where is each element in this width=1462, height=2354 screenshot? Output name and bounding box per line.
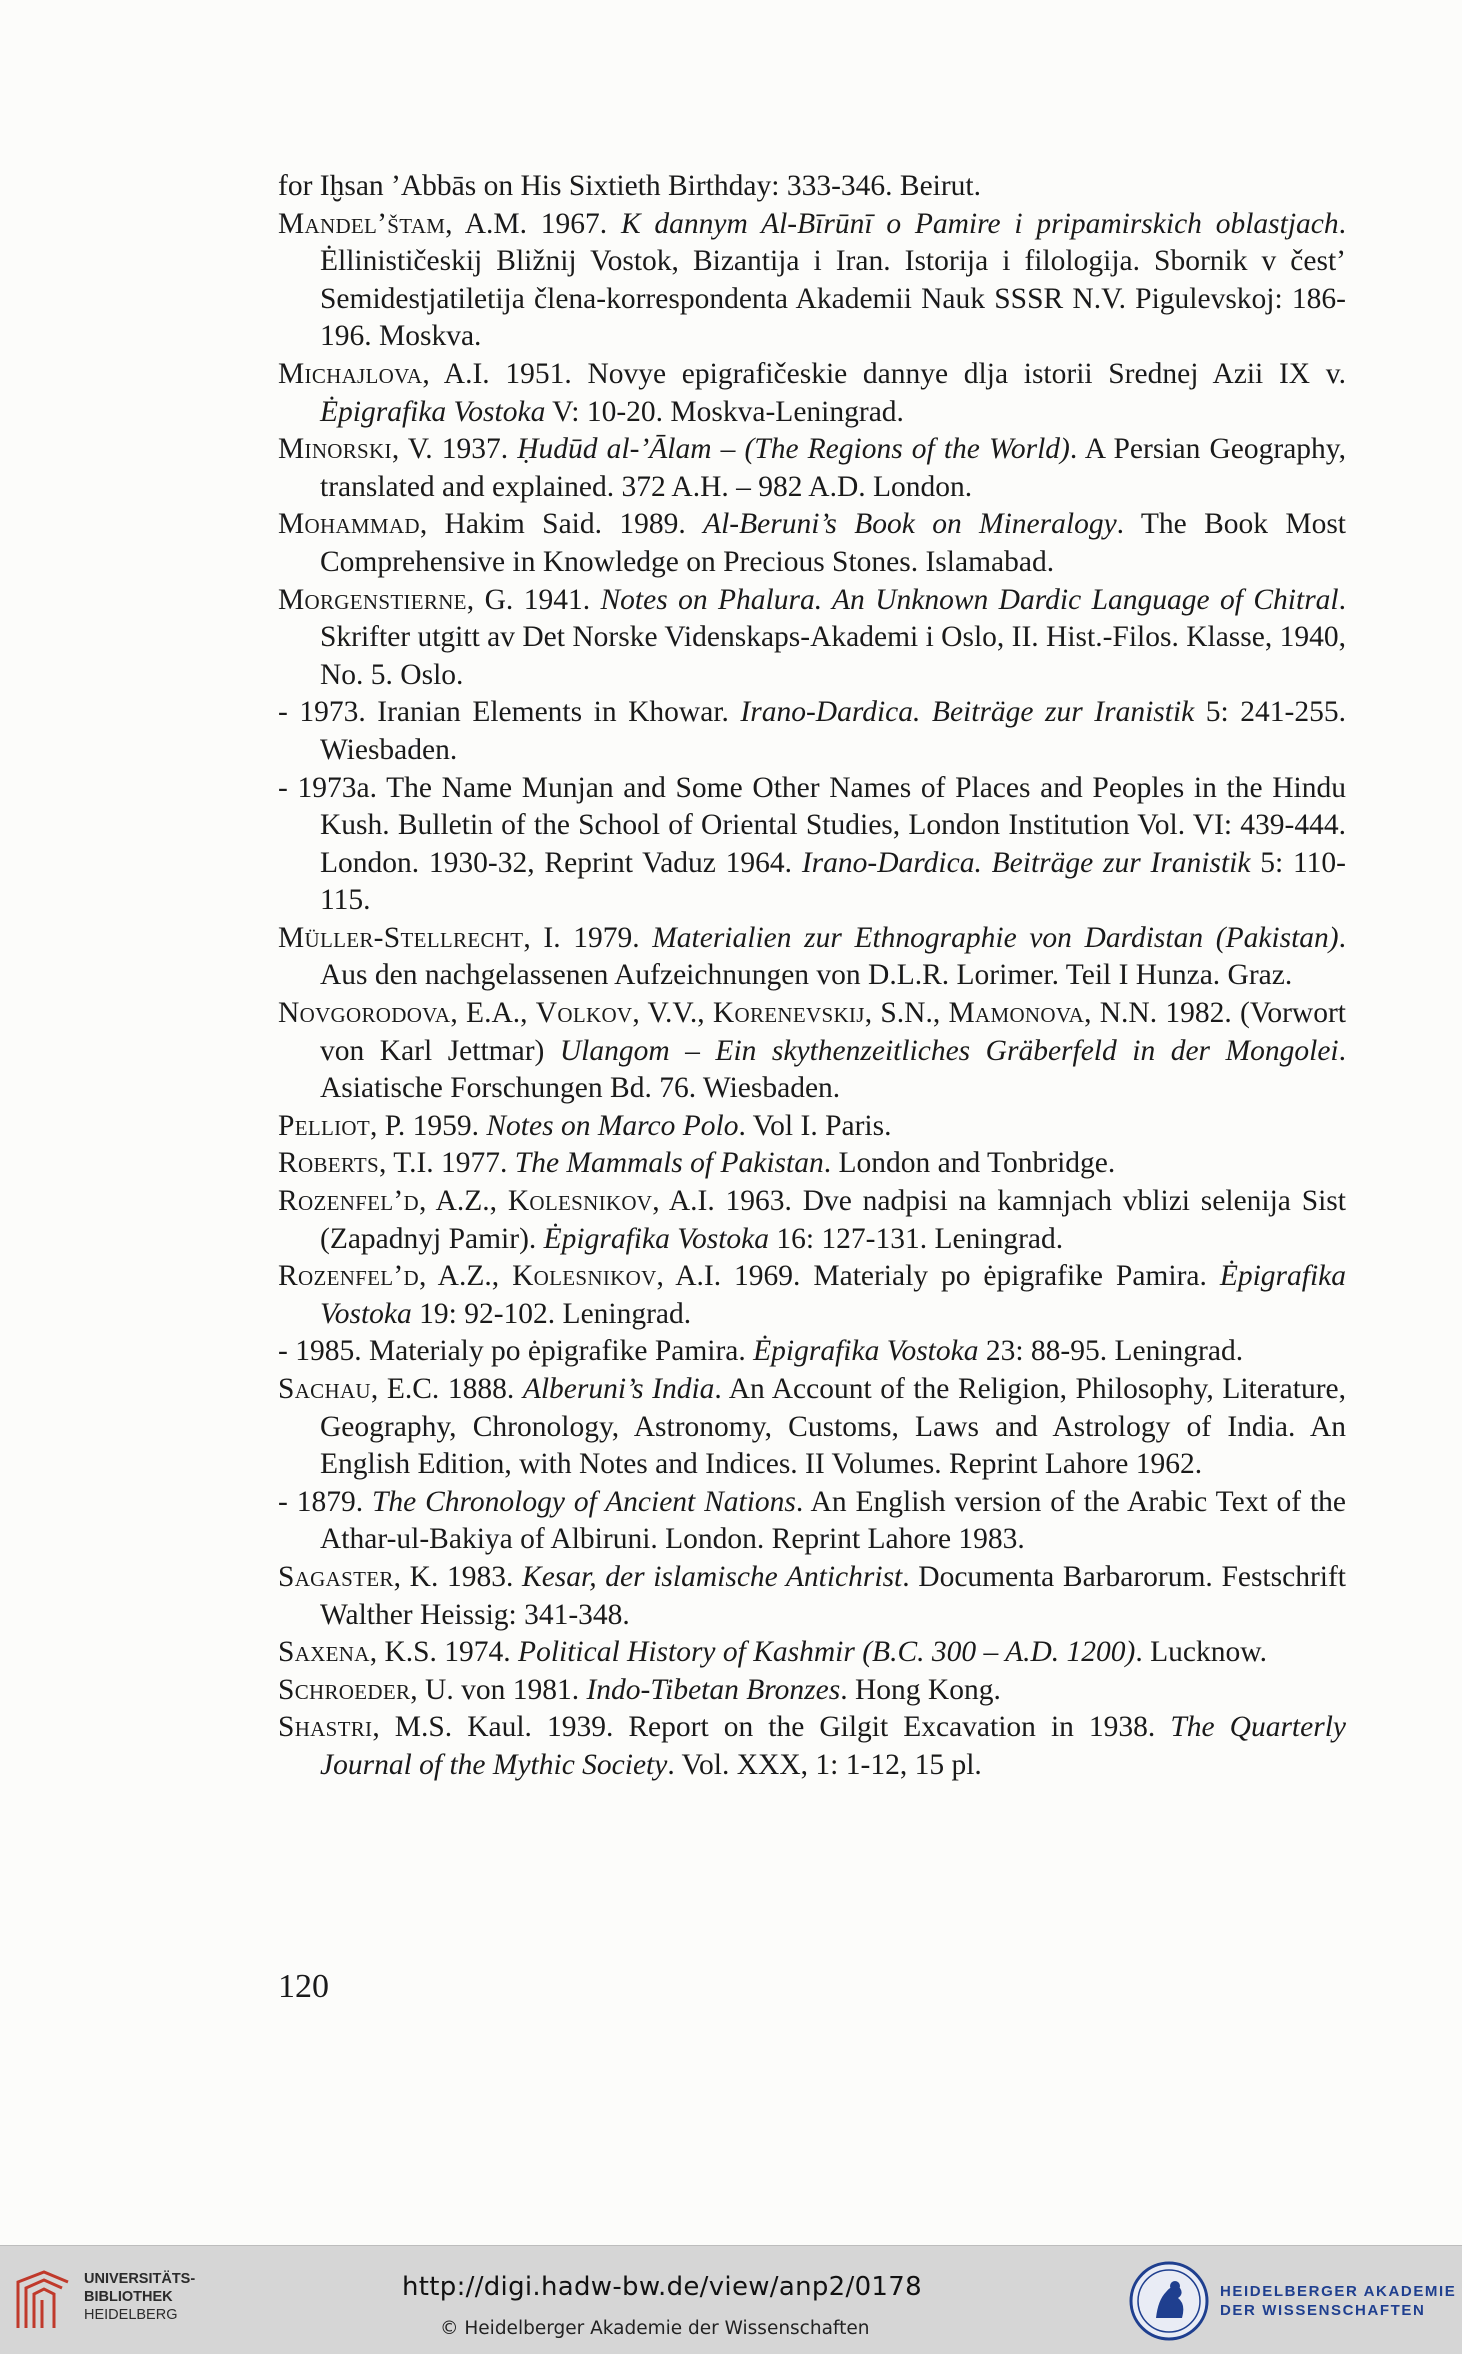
entry-text: , A.I. 1963. Dve nadpisi na kamnjach vblizi selenija Sist (Zapadnyj Pamir). (320, 1185, 1346, 1255)
entry-text: . London and Tonbridge. (823, 1147, 1116, 1180)
entry-title: Ėpigrafika Vostoka (753, 1335, 979, 1368)
bibliography-entry (278, 1484, 1346, 1559)
bibliography-entry (278, 1333, 1346, 1371)
entry-title: Ėpigrafika Vostoka (543, 1222, 769, 1255)
entry-title: Irano-Dardica. Beiträge zur Iranistik (740, 696, 1195, 729)
bibliography-entry (278, 920, 1346, 995)
bibliography-entry (278, 168, 1346, 206)
entry-text: 23: 88-95. Leningrad. (978, 1335, 1244, 1368)
entry-title: Alberuni’s India (522, 1373, 715, 1405)
entry-title: Ulangom – Ein skythenzeitliches Gräberfeld in der Mongolei (559, 1034, 1339, 1067)
entry-author: Rozenfel’d (278, 1260, 419, 1293)
bibliography-entry (278, 770, 1346, 920)
entry-author: Volkov (535, 997, 633, 1030)
entry-title: Ḥudūd al-’Ālam – (The Regions of the World) (517, 433, 1070, 466)
entry-text: , S.N., (864, 997, 949, 1030)
bibliography-entry (278, 206, 1346, 356)
bibliography-entry (278, 582, 1346, 695)
entry-text: for Iḫsan ’Abbās on His Sixtieth Birthday: 333-346. Beirut. (278, 170, 982, 202)
entry-title: K dannym Al-Bīrūnī o Pamire i pripamirskich oblastjach (620, 207, 1339, 240)
entry-text: , Hakim Said. 1989. (419, 508, 704, 541)
entry-title: Ėpigrafika Vostoka (320, 1260, 1346, 1330)
entry-text: . Lucknow. (1135, 1636, 1267, 1669)
page-url-link[interactable]: http://digi.hadw-bw.de/view/anp2/0178 (402, 2272, 922, 2302)
entry-text: V: 10-20. Moskva-Leningrad. (545, 395, 904, 428)
entry-author: Müller-Stellrecht (278, 921, 524, 954)
entry-text: , P. 1959. (369, 1109, 487, 1142)
bibliography-entry (278, 1371, 1346, 1484)
ub-name-line2: BIBLIOTHEK (84, 2289, 173, 2305)
bibliography-entry (278, 1672, 1346, 1710)
entry-author: Kolesnikov (512, 1260, 657, 1293)
entry-text: , A.Z., (419, 1260, 513, 1293)
bibliography-entry (278, 1634, 1346, 1672)
entry-author: Sagaster (278, 1560, 394, 1593)
academy-name-line2: DER WISSENSCHAFTEN (1220, 2302, 1426, 2319)
entry-text: 5: 110-115. (320, 846, 1346, 917)
entry-text: . Vol I. Paris. (738, 1109, 892, 1142)
entry-text: , A.Z., (419, 1185, 508, 1218)
entry-title: Materialien zur Ethnographie von Dardistan (Pakistan) (652, 921, 1339, 954)
entry-text: , E.A., (450, 997, 536, 1030)
entry-author: Kolesnikov (507, 1185, 653, 1218)
entry-author: Pelliot (278, 1109, 370, 1142)
academy-seal-icon (1128, 2260, 1210, 2342)
entry-text: , E.C. 1888. (370, 1373, 523, 1405)
ub-name-line1: UNIVERSITÄTS- (84, 2271, 196, 2287)
entry-author: Saxena (278, 1636, 370, 1669)
entry-text: , A.M. 1967. (445, 207, 621, 240)
entry-author: Mandel’štam (278, 207, 446, 240)
bibliography-entry (278, 506, 1346, 581)
entry-text: . Hong Kong. (840, 1673, 1001, 1706)
page-number: 120 (278, 1968, 329, 2005)
bibliography-list (278, 168, 1346, 1785)
entry-title: Ėpigrafika Vostoka (320, 395, 546, 428)
bibliography-entry (278, 1709, 1346, 1784)
entry-text: , G. 1941. (466, 583, 601, 616)
bibliography-entry (278, 431, 1346, 506)
entry-author: Shastri (278, 1711, 373, 1744)
entry-text: , N.N. 1982. (Vorwort von Karl Jettmar) (320, 997, 1346, 1067)
university-library-logo-icon (14, 2268, 72, 2332)
entry-text: , K.S. 1974. (369, 1636, 519, 1669)
entry-text: , V. 1937. (391, 433, 518, 466)
entry-text: - 1879. (278, 1485, 372, 1518)
entry-text: , A.I. 1951. Novye epigrafičeskie dannye dlja istorii Srednej Azii IX v. (422, 357, 1346, 390)
entry-author: Minorski (278, 433, 392, 466)
entry-text: 19: 92-102. Leningrad. (411, 1297, 692, 1330)
entry-title: The Mammals of Pakistan (514, 1147, 824, 1180)
entry-text: 16: 127-131. Leningrad. (768, 1222, 1064, 1255)
entry-text: . Documenta Barbarorum. Festschrift Walther Heissig: 341-348. (320, 1560, 1346, 1631)
entry-text: , U. von 1981. (410, 1673, 587, 1706)
bibliography-entry (278, 1258, 1346, 1333)
entry-text: 5: 241-255. Wiesbaden. (320, 696, 1346, 766)
entry-author: Korenevskij (712, 997, 865, 1030)
entry-text: . Ėllinističeskij Bližnij Vostok, Bizantija i Iran. Istorija i filologija. Sbornik v čest’ Semidestjatiletija člena-korrespondenta Akademii Nauk SSSR N.V. Pigulevskoj: 186-196. Moskva. (320, 207, 1346, 353)
copyright-notice: © Heidelberger Akademie der Wissenschaften (440, 2318, 870, 2339)
entry-text: . Aus den nachgelassenen Aufzeichnungen von D.L.R. Lorimer. Teil I Hunza. Graz. (320, 921, 1346, 992)
entry-text: , V.V., (632, 997, 713, 1030)
bibliography-entry (278, 356, 1346, 431)
academy-name-line1: HEIDELBERGER AKADEMIE (1220, 2283, 1457, 2300)
bibliography-entry (278, 1108, 1346, 1146)
entry-text: . The Book Most Comprehensive in Knowledge on Precious Stones. Islamabad. (320, 508, 1346, 578)
entry-text: , K. 1983. (393, 1560, 523, 1593)
entry-text: . Skrifter utgitt av Det Norske Videnskaps-Akademi i Oslo, II. Hist.-Filos. Klasse, 1940, No. 5. Oslo. (320, 583, 1346, 691)
entry-text: , T.I. 1977. (379, 1147, 515, 1180)
bibliography-entry (278, 694, 1346, 769)
entry-author: Rozenfel’d (278, 1185, 419, 1218)
entry-title: Notes on Marco Polo (486, 1109, 739, 1142)
entry-text: , A.I. 1969. Materialy po ėpigrafike Pamira. (656, 1260, 1220, 1293)
entry-text: - 1973a. The Name Munjan and Some Other Names of Places and Peoples in the Hindu Kush. Bulletin of the School of Oriental Studies, London Institution Vol. VI: 439-444. London. 1930-32, Reprint Vaduz 1964. (278, 771, 1346, 879)
entry-author: Novgorodova (278, 997, 451, 1030)
academy-name (1220, 2282, 1456, 2320)
entry-text: . Asiatische Forschungen Bd. 76. Wiesbaden. (320, 1034, 1346, 1105)
entry-author: Roberts (278, 1147, 380, 1180)
entry-text: . An Account of the Religion, Philosophy, Literature, Geography, Chronology, Astronomy, Customs, Laws and Astrology of India. An English Edition, with Notes and Indices. II Volumes. Reprint Lahore 1962. (320, 1373, 1346, 1481)
entry-author: Morgenstierne (278, 583, 467, 616)
viewer-footer (0, 2245, 1462, 2354)
university-library-name (84, 2270, 195, 2324)
entry-author: Michajlova (278, 357, 423, 390)
entry-author: Sachau (278, 1373, 371, 1405)
entry-text: , I. 1979. (523, 921, 653, 954)
entry-author: Mamonova (948, 997, 1085, 1030)
bibliography-entry (278, 1145, 1346, 1183)
bibliography-entry (278, 1559, 1346, 1634)
entry-title: Kesar, der islamische Antichrist (522, 1560, 903, 1593)
ub-name-line3: HEIDELBERG (84, 2307, 178, 2323)
entry-text: - 1973. Iranian Elements in Khowar. (278, 696, 741, 729)
entry-title: Al-Beruni’s Book on Mineralogy (703, 508, 1117, 541)
bibliography-entry (278, 1183, 1346, 1258)
entry-author: Schroeder (278, 1673, 411, 1706)
entry-title: Indo-Tibetan Bronzes (586, 1673, 841, 1706)
entry-title: The Chronology of Ancient Nations (371, 1485, 796, 1518)
entry-title: Political History of Kashmir (B.C. 300 – A.D. 1200) (518, 1636, 1136, 1669)
entry-text: . Vol. XXX, 1: 1-12, 15 pl. (667, 1748, 982, 1781)
entry-text: . An English version of the Arabic Text of the Athar-ul-Bakiya of Albiruni. London. Reprint Lahore 1983. (320, 1485, 1346, 1556)
entry-text: . A Persian Geography, translated and explained. 372 A.H. – 982 A.D. London. (320, 433, 1346, 503)
entry-text: , M.S. Kaul. 1939. Report on the Gilgit Excavation in 1938. (372, 1711, 1171, 1744)
entry-title: The Quarterly Journal of the Mythic Society (320, 1711, 1346, 1781)
entry-text: - 1985. Materialy po ėpigrafike Pamira. (278, 1335, 754, 1368)
bibliography-entry (278, 995, 1346, 1108)
entry-title: Notes on Phalura. An Unknown Dardic Language of Chitral (600, 583, 1339, 616)
entry-author: Mohammad (278, 508, 420, 541)
entry-title: Irano-Dardica. Beiträge zur Iranistik (801, 846, 1251, 879)
